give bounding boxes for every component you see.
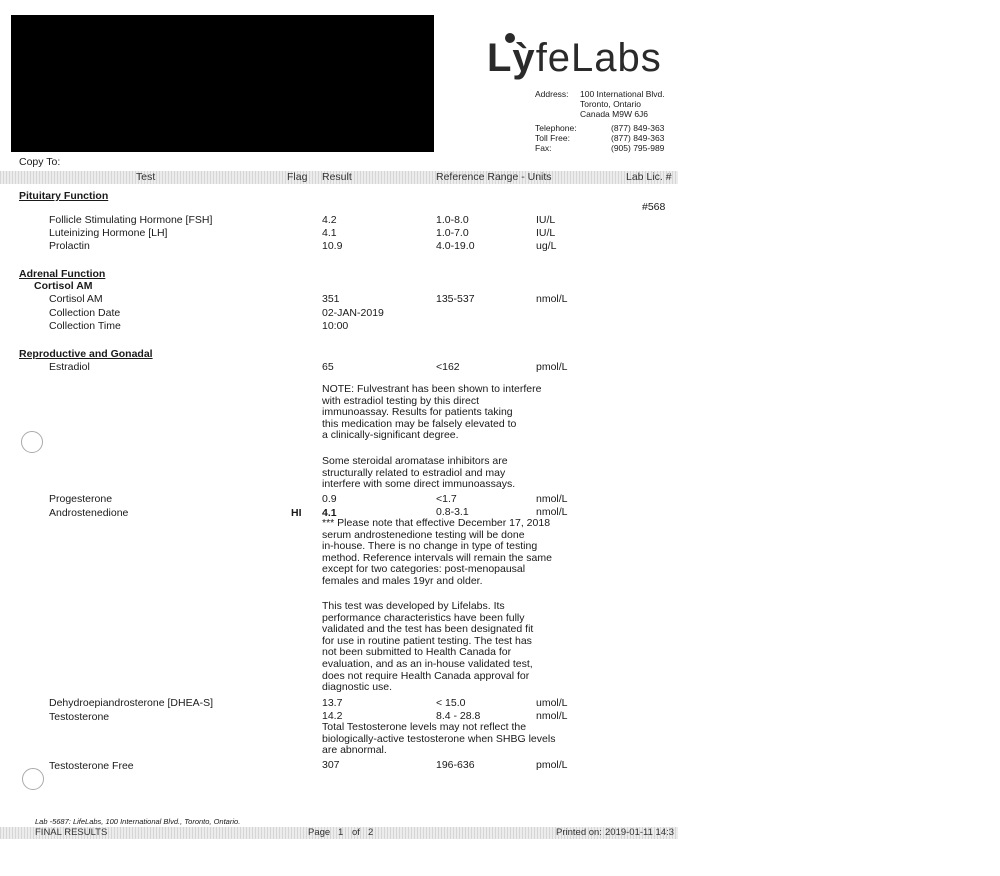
test-result: 4.1 [322,507,337,519]
test-name: Collection Time [49,320,121,332]
test-result: 13.7 [322,697,343,709]
test-range: 135-537 [436,293,475,305]
final-results-label: FINAL RESULTS [35,827,108,838]
redacted-patient-info [11,15,434,152]
telephone-label: Telephone: [535,123,577,133]
estradiol-note-2: Some steroidal aromatase inhibitors are structurally related to estradiol and may interfere with some direct immunoassays. [322,455,516,491]
test-result: 65 [322,361,334,373]
punch-hole-icon [21,431,43,453]
test-name: Luteinizing Hormone [LH] [49,227,168,239]
footer-bar [0,827,678,839]
test-units: nmol/L [536,710,568,722]
test-units: IU/L [536,214,556,226]
test-flag: HI [291,507,302,519]
test-units: pmol/L [536,361,568,373]
page-number: 1 [338,827,344,838]
section-pituitary: Pituitary Function [19,190,109,202]
test-range: <162 [436,361,460,373]
section-reproductive: Reproductive and Gonadal [19,348,153,360]
page-of-label: of [352,827,360,838]
lab-code: #568 [642,201,666,213]
header-flag: Flag [287,171,308,183]
test-result: 14.2 [322,710,343,722]
test-units: IU/L [536,227,556,239]
test-range: 0.8-3.1 [436,506,469,518]
test-range: 8.4 - 28.8 [436,710,481,722]
test-units: ug/L [536,240,557,252]
page-label: Page [308,827,331,838]
fax-value: (905) 795-989 [611,143,665,153]
test-result: 0.9 [322,493,337,505]
test-units: nmol/L [536,506,568,518]
fax-label: Fax: [535,143,552,153]
address-line-3: Canada M9W 6J6 [580,109,649,119]
test-name: Estradiol [49,361,90,373]
address-label: Address: [535,89,569,99]
test-units: umol/L [536,697,568,709]
address-line-2: Toronto, Ontario [580,99,641,109]
header-test: Test [136,171,156,183]
tollfree-value: (877) 849-363 [611,133,665,143]
test-name: Prolactin [49,240,90,252]
test-range: < 15.0 [436,697,466,709]
test-result: 10.9 [322,240,343,252]
header-lab-license: Lab Lic. # [626,171,672,183]
test-range: <1.7 [436,493,457,505]
androstenedione-note-1: *** Please note that effective December 17, 2018 serum androstenedione testing will be done in-house. There is no change in type of testing method. Reference intervals will remain the same except for two categories: post-menopausal females and males 19yr and older. [322,517,552,587]
test-result: 02-JAN-2019 [322,307,384,319]
lab-address-footer: Lab -5687: LifeLabs, 100 International Blvd., Toronto, Ontario. [35,817,241,826]
section-adrenal: Adrenal Function [19,268,106,280]
address-line-1: 100 International Blvd. [580,89,665,99]
header-reference-range: Reference Range - Units [436,171,552,183]
test-range: 1.0-8.0 [436,214,469,226]
testosterone-note: Total Testosterone levels may not reflect the biologically-active testosterone when SHBG levels are abnormal. [322,721,556,757]
test-units: nmol/L [536,493,568,505]
tollfree-label: Toll Free: [535,133,570,143]
test-units: nmol/L [536,293,568,305]
results-table-header [0,171,678,184]
telephone-value: (877) 849-363 [611,123,665,133]
subsection-cortisol: Cortisol AM [34,280,93,292]
test-result: 307 [322,759,340,771]
test-name: Dehydroepiandrosterone [DHEA-S] [49,697,214,709]
test-range: 4.0-19.0 [436,240,475,252]
test-result: 4.1 [322,227,337,239]
punch-hole-icon [22,768,44,790]
page-total: 2 [368,827,374,838]
test-result: 10:00 [322,320,349,332]
lifelabs-logo: LỳfeLabs [487,36,662,80]
test-units: pmol/L [536,759,568,771]
test-range: 196-636 [436,759,475,771]
test-range: 1.0-7.0 [436,227,469,239]
test-result: 4.2 [322,214,337,226]
androstenedione-note-2: This test was developed by Lifelabs. Its performance characteristics have been fully validated and the test has been designated fit for use in routine patient testing. The test has not been submitted to Health Canada for evaluation, and as an in-house validated test, does not require Health Canada approval for diagnostic use. [322,600,534,694]
test-name: Follicle Stimulating Hormone [FSH] [49,214,213,226]
printed-on-value: 2019-01-11 14:3 [605,827,675,838]
test-name: Androstenedione [49,507,129,519]
estradiol-note-1: NOTE: Fulvestrant has been shown to interfere with estradiol testing by this direct immunoassay. Results for patients taking this medication may be falsely elevated to a clinically-significant degree. [322,383,542,442]
printed-on-label: Printed on: [556,827,602,838]
test-name: Testosterone [49,711,110,723]
header-result: Result [322,171,352,183]
test-name: Cortisol AM [49,293,103,305]
test-name: Collection Date [49,307,121,319]
test-name: Testosterone Free [49,760,134,772]
test-result: 351 [322,293,340,305]
copy-to-label: Copy To: [19,156,61,168]
test-name: Progesterone [49,493,113,505]
